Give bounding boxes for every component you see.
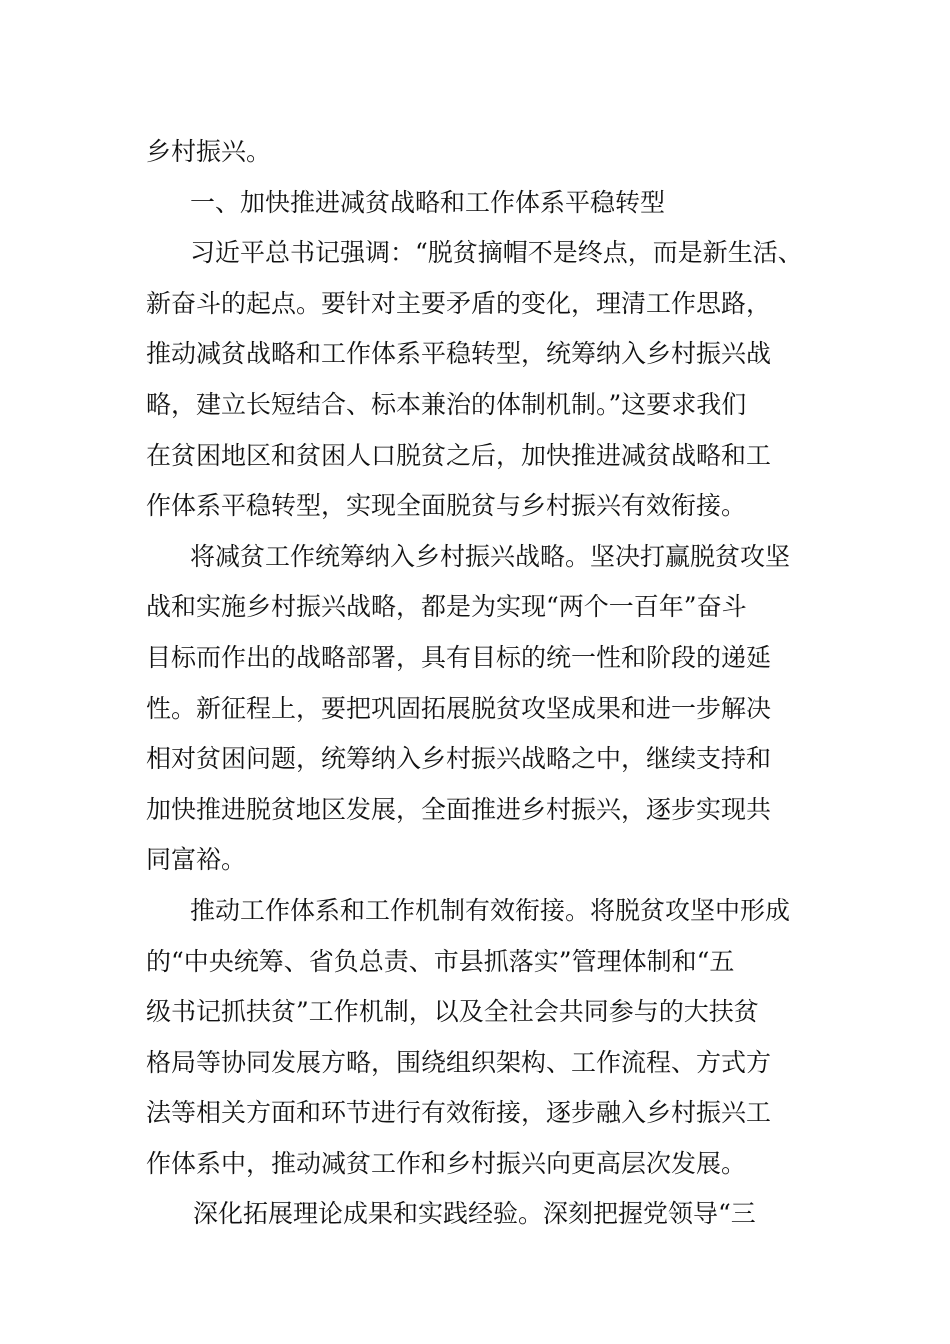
document-body — [146, 127, 810, 1240]
text-line: 略，建立长短结合、标本兼治的体制机制。”这要求我们 — [146, 389, 747, 419]
text-line: 的“中央统筹、省负总责、市县抓落实”管理体制和“五 — [146, 946, 735, 976]
text-line: 深化拓展理论成果和实践经验。深刻把握党领导“三 — [193, 1199, 756, 1229]
text-line: 作体系平稳转型，实现全面脱贫与乡村振兴有效衔接。 — [146, 491, 747, 521]
text-line: 在贫困地区和贫困人口脱贫之后，加快推进减贫战略和工 — [146, 440, 772, 470]
text-line: 将减贫工作统筹纳入乡村振兴战略。坚决打赢脱贫攻坚 — [190, 541, 791, 571]
text-line: 推动工作体系和工作机制有效衔接。将脱贫攻坚中形成 — [190, 895, 791, 925]
text-line: 级书记抓扶贫”工作机制，以及全社会共同参与的大扶贫 — [146, 997, 759, 1027]
text-line: 格局等协同发展方略，围绕组织架构、工作流程、方式方 — [146, 1047, 772, 1077]
text-line: 推动减贫战略和工作体系平稳转型，统筹纳入乡村振兴战 — [146, 339, 772, 369]
text-line: 目标而作出的战略部署，具有目标的统一性和阶段的递延 — [146, 642, 772, 672]
text-line: 乡村振兴。 — [146, 137, 272, 166]
section-heading: 一、加快推进减贫战略和工作体系平稳转型 — [190, 187, 666, 217]
text-line: 战和实施乡村振兴战略，都是为实现“两个一百年”奋斗 — [146, 592, 747, 622]
text-line: 新奋斗的起点。要针对主要矛盾的变化，理清工作思路， — [146, 288, 772, 318]
text-line: 相对贫困问题，统筹纳入乡村振兴战略之中，继续支持和 — [146, 744, 772, 774]
text-line: 同富裕。 — [146, 845, 247, 875]
text-line: 法等相关方面和环节进行有效衔接，逐步融入乡村振兴工 — [146, 1098, 772, 1128]
text-line: 性。新征程上，要把巩固拓展脱贫攻坚成果和进一步解决 — [146, 693, 772, 723]
text-line: 作体系中，推动减贫工作和乡村振兴向更高层次发展。 — [146, 1148, 747, 1178]
text-line: 习近平总书记强调：“脱贫摘帽不是终点，而是新生活、 — [190, 238, 803, 268]
text-line: 加快推进脱贫地区发展，全面推进乡村振兴，逐步实现共 — [146, 794, 772, 824]
